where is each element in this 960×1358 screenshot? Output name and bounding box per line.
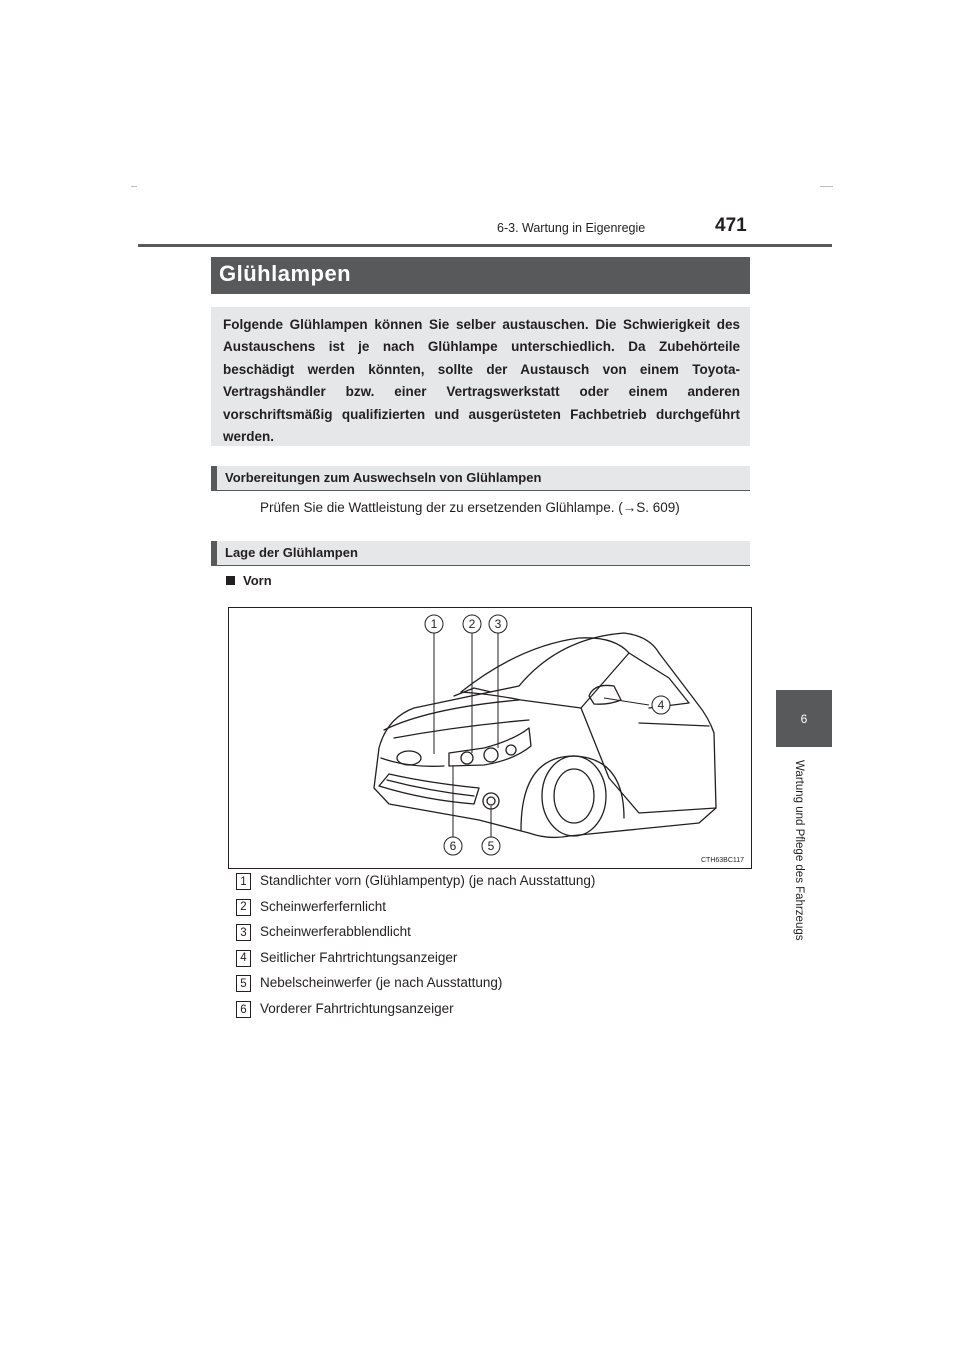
callout-label-6: 6 — [449, 839, 457, 853]
legend-number-2: 2 — [236, 899, 251, 916]
section-heading-preparation-label: Vorbereitungen zum Auswechseln von Glühlampen — [225, 470, 542, 485]
legend-item-text: Scheinwerferabblendlicht — [260, 924, 411, 940]
page-title: Glühlampen — [219, 261, 352, 286]
hood-line-2 — [394, 720, 529, 738]
legend-item-text: Vorderer Fahrtrichtungsanzeiger — [260, 1001, 454, 1016]
crop-mark-left — [131, 186, 137, 187]
legend-number-6: 6 — [236, 1001, 251, 1018]
callout-label-3: 3 — [494, 617, 502, 631]
wheel-arch — [521, 756, 624, 830]
legend-item-text: Standlichter vorn (Glühlampentyp) (je nach Ausstattung) — [260, 873, 596, 888]
car-body-outline — [374, 633, 716, 837]
legend-item-text: Seitlicher Fahrtrichtungsanzeiger — [260, 949, 458, 965]
chapter-number: 6 — [800, 711, 808, 726]
windshield — [461, 638, 629, 708]
crop-mark-right — [820, 186, 833, 187]
legend-item-text: Nebelscheinwerfer (je nach Ausstattung) — [260, 975, 503, 991]
legend-number-4: 4 — [236, 950, 251, 967]
legend-number-5: 5 — [236, 975, 251, 992]
subheading-front: Vorn — [243, 573, 272, 588]
callout-label-5: 5 — [487, 839, 495, 853]
legend-number-3: 3 — [236, 924, 251, 941]
intro-text: Folgende Glühlampen können Sie selber austauschen. Die Schwierigkeit des Austauschens ist je nach Glühlampe unterschiedlich. Da Zubehörteile beschädigt werden könnten, sollte der Austausch von einem Toyota-Vertragshändler bzw. einer Vertragswerkstatt oder einem anderen vorschriftsmäßig qualifizierten und ausgerüsteten Fachbetrieb durchgeführt werden. — [223, 317, 740, 445]
page-title-bar — [211, 257, 750, 294]
header-section-title: 6-3. Wartung in Eigenregie — [497, 221, 646, 235]
hood-line — [384, 700, 519, 730]
car-front-illustration — [228, 607, 752, 869]
section-heading-location-label: Lage der Glühlampen — [225, 545, 358, 560]
front-wheel — [542, 756, 606, 836]
heading-accent — [211, 541, 217, 565]
page-number: 471 — [715, 215, 747, 236]
callout-label-4: 4 — [657, 698, 665, 712]
heading-accent — [211, 466, 217, 490]
header-rule — [138, 244, 832, 247]
emblem — [397, 751, 421, 765]
chapter-title-vertical: Wartung und Pflege des Fahrzeugs — [793, 760, 805, 941]
callout-label-2: 2 — [468, 617, 476, 631]
side-mirror — [589, 685, 621, 704]
chapter-tab — [776, 690, 832, 747]
bullet-square — [226, 576, 235, 585]
section-heading-location — [211, 541, 750, 566]
legend-number-1: 1 — [236, 873, 251, 890]
intro-box — [211, 307, 750, 446]
preparation-text: Prüfen Sie die Wattleistung der zu ersetzenden Glühlampe. (→S. 609) — [260, 500, 680, 515]
figure-code: CTH63BC117 — [701, 857, 745, 864]
legend-item-text: Scheinwerferfernlicht — [260, 898, 387, 914]
section-heading-preparation — [211, 466, 750, 491]
car-drawing — [229, 608, 751, 868]
callout-label-1: 1 — [430, 617, 438, 631]
